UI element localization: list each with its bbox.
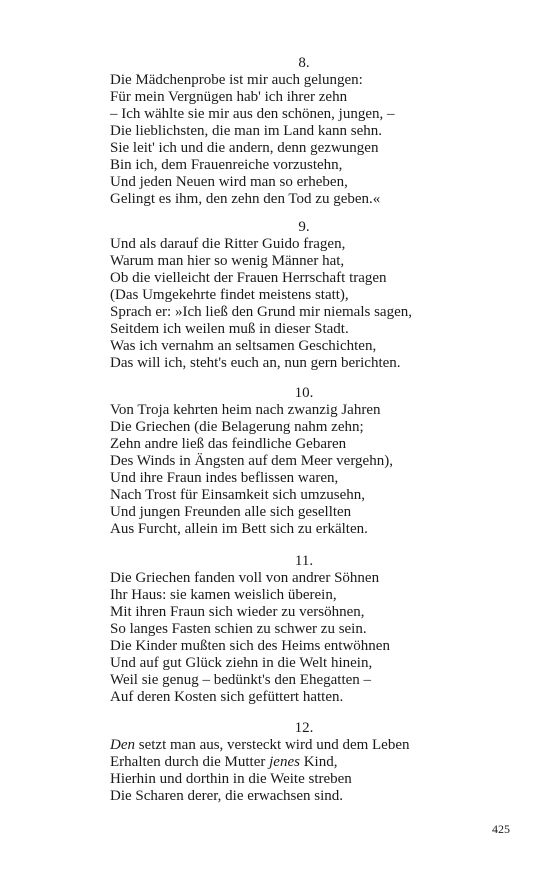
verse-line: Was ich vernahm an seltsamen Geschichten, [110, 338, 377, 354]
verse-line: Weil sie genug – bedünkt's den Ehegatten – [110, 672, 372, 688]
verse-line: Und ihre Fraun indes beflissen waren, [110, 470, 339, 486]
emphasized-word: Den [110, 737, 135, 753]
verse-line: Sie leit' ich und die andern, denn gezwungen [110, 140, 379, 156]
verse-line: Ob die vielleicht der Frauen Herrschaft tragen [110, 270, 387, 286]
verse-line: Zehn andre ließ das feindliche Gebaren [110, 436, 347, 452]
verse-line-text: Kind, [299, 754, 338, 770]
verse-line: Und als darauf die Ritter Guido fragen, [110, 236, 346, 252]
verse-line: (Das Umgekehrte findet meistens statt), [110, 287, 349, 303]
verse-line: Und jeden Neuen wird man so erheben, [110, 174, 348, 190]
stanza-number: 8. [298, 55, 310, 71]
verse-line: Das will ich, steht's euch an, nun gern berichten. [110, 355, 401, 371]
verse-line: Die lieblichsten, die man im Land kann sehn. [110, 123, 383, 139]
verse-line: Von Troja kehrten heim nach zwanzig Jahren [110, 402, 381, 418]
stanza-12 [110, 720, 510, 805]
verse-line: Auf deren Kosten sich gefüttert hatten. [110, 689, 344, 705]
verse-line: Sprach er: »Ich ließ den Grund mir niemals sagen, [110, 304, 412, 320]
stanza-number: 12. [294, 720, 314, 736]
verse-line: Warum man hier so wenig Männer hat, [110, 253, 345, 269]
stanza-8 [110, 55, 510, 208]
stanza-9 [110, 219, 510, 372]
verse-line: Gelingt es ihm, den zehn den Tod zu geben.« [110, 191, 381, 207]
verse-line: Für mein Vergnügen hab' ich ihrer zehn [110, 89, 348, 105]
verse-line-text: Erhalten durch die Mutter [110, 754, 270, 770]
emphasized-word: jenes [269, 754, 300, 770]
verse-line: Ihr Haus: sie kamen weislich überein, [110, 587, 337, 603]
page-number: 425 [492, 822, 510, 836]
verse-line: Und jungen Freunden alle sich gesellten [110, 504, 352, 520]
stanza-number: 9. [298, 219, 310, 235]
verse-line: Die Griechen (die Belagerung nahm zehn; [110, 419, 364, 435]
verse-line: Die Griechen fanden voll von andrer Söhnen [110, 570, 380, 586]
verse-line: Bin ich, dem Frauenreiche vorzustehn, [110, 157, 343, 173]
verse-line: Hierhin und dorthin in die Weite streben [110, 771, 352, 787]
stanza-number: 11. [294, 553, 314, 569]
verse-line: Mit ihren Fraun sich wieder zu versöhnen, [110, 604, 365, 620]
stanza-11 [110, 553, 510, 706]
verse-line: Die Mädchenprobe ist mir auch gelungen: [110, 72, 363, 88]
stanza-number: 10. [294, 385, 314, 401]
verse-line: Nach Trost für Einsamkeit sich umzusehn, [110, 487, 365, 503]
stanza-10 [110, 385, 510, 538]
verse-line-text: setzt man aus, versteckt wird und dem Leben [135, 737, 410, 753]
verse-line: Seitdem ich weilen muß in dieser Stadt. [110, 321, 349, 337]
verse-line: Die Scharen derer, die erwachsen sind. [110, 788, 344, 804]
verse-line: – Ich wählte sie mir aus den schönen, jungen, – [110, 106, 395, 122]
verse-line: Des Winds in Ängsten auf dem Meer vergehn), [110, 453, 393, 469]
verse-line: Die Kinder mußten sich des Heims entwöhnen [110, 638, 390, 654]
verse-line: So langes Fasten schien zu schwer zu sein. [110, 621, 367, 637]
verse-line [110, 754, 510, 771]
verse-line [110, 737, 510, 754]
verse-line: Und auf gut Glück ziehn in die Welt hinein, [110, 655, 373, 671]
verse-line: Aus Furcht, allein im Bett sich zu erkälten. [110, 521, 368, 537]
